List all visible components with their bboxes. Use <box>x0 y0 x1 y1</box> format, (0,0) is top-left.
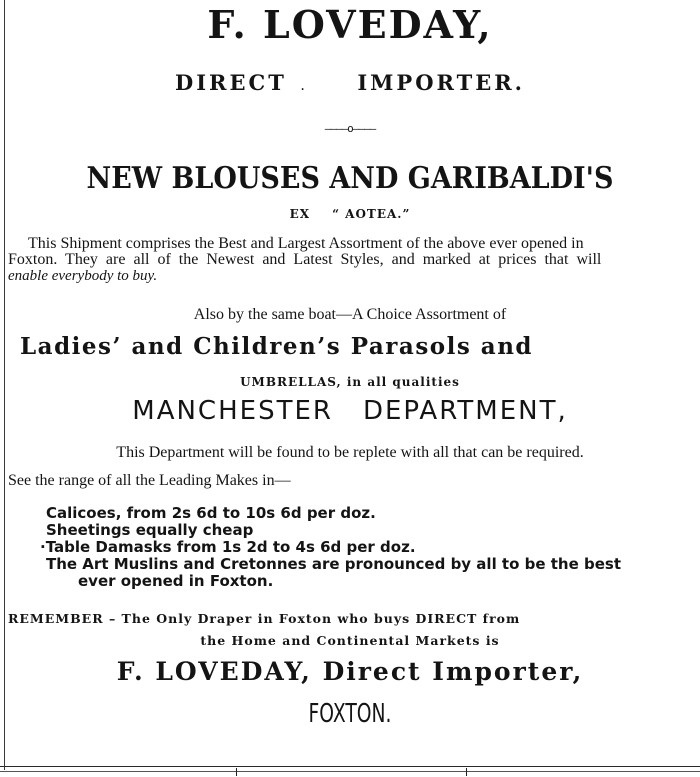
product-list <box>40 504 622 590</box>
section-divider: ————o———— <box>324 122 376 135</box>
umbrellas-line: UMBRELLAS, in all qualities <box>240 375 460 389</box>
subheading-separator: . <box>300 82 308 93</box>
bottom-tick-mark <box>466 768 467 776</box>
direct-importer-subheading <box>0 70 700 95</box>
ship-name: “ AOTEA.” <box>332 207 411 221</box>
list-item-table-damasks: ·Table Damasks from 1s 2d to 4s 6d per doz. <box>40 538 416 556</box>
remember-line: REMEMBER – The Only Draper in Foxton who buys DIRECT from <box>8 611 521 626</box>
department-word: DEPARTMENT, <box>362 396 568 426</box>
blouses-headline: NEW BLOUSES AND GARIBALDI'S <box>86 161 614 196</box>
shipment-line-2: Foxton. They are all of the Newest and Latest Styles, and marked at prices that will <box>8 251 602 268</box>
subheading-word-direct: DIRECT <box>175 70 287 95</box>
shipment-paragraph <box>8 236 700 284</box>
see-range-line: See the range of all the Leading Makes in— <box>8 472 291 489</box>
manchester-word: MANCHESTER <box>132 396 333 426</box>
list-item-sheetings: Sheetings equally cheap <box>46 521 254 539</box>
ex-label: EX <box>289 207 311 221</box>
home-markets-line: the Home and Continental Markets is <box>200 633 500 648</box>
shipment-line-3: enable everybody to buy. <box>8 268 158 284</box>
department-description: This Department will be found to be replete with all that can be required. <box>116 444 584 461</box>
list-item-art-muslins: The Art Muslins and Cretonnes are pronounced by all to be the best <box>46 555 622 573</box>
list-item-calicoes: Calicoes, from 2s 6d to 10s 6d per doz. <box>46 504 376 522</box>
also-by-boat-line: Also by the same boat—A Choice Assortment of <box>193 306 507 323</box>
advertiser-name-heading: F. LOVEDAY, <box>207 2 493 47</box>
bottom-tick-mark <box>236 768 237 776</box>
list-item-art-muslins-continued: ever opened in Foxton. <box>78 572 274 590</box>
subheading-word-importer: IMPORTER. <box>357 70 525 95</box>
ship-name-line <box>0 207 700 221</box>
signature-name: F. LOVEDAY, Direct Importer, <box>116 657 584 686</box>
bottom-rule-secondary <box>0 771 700 772</box>
manchester-department-heading <box>0 396 700 426</box>
parasols-headline: Ladies’ and Children’s Parasols and <box>20 333 534 360</box>
shipment-line-1: This Shipment comprises the Best and Largest Assortment of the above ever opened in <box>28 235 584 252</box>
signature-town: FOXTON. <box>308 699 392 729</box>
bottom-rule <box>0 766 700 767</box>
